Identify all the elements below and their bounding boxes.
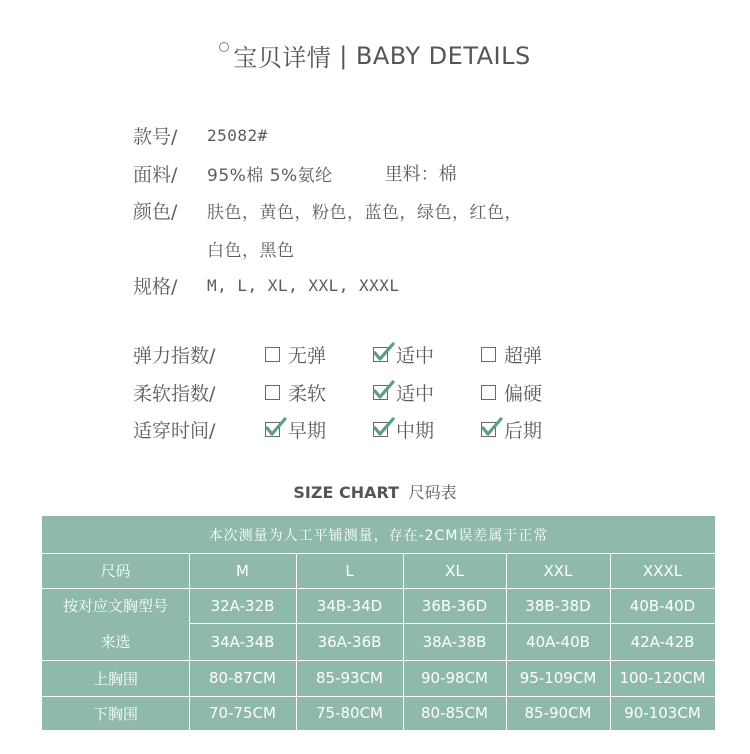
info-value: M, L, XL, XXL, XXXL [207, 276, 400, 296]
index-option [373, 416, 481, 443]
index-option [481, 416, 589, 443]
index-option [481, 341, 589, 368]
section-header [0, 38, 750, 78]
upper-bust-cell: 80-87CM [208, 669, 276, 687]
lining-value: 里料：棉 [384, 164, 457, 186]
upper-bust-cell: 100-120CM [619, 669, 706, 687]
info-label: 款号/ [133, 126, 178, 149]
checked-checkbox-icon [373, 422, 388, 437]
under-bust-label: 下胸围 [92, 704, 138, 723]
size-header-cell: XL [445, 561, 464, 580]
empty-checkbox-icon [481, 347, 496, 362]
info-row-fabric [133, 155, 522, 193]
info-value: 肤色，黄色，粉色，蓝色，绿色，红色， [207, 203, 522, 224]
cup-cell: 42A-42B [630, 632, 695, 651]
under-bust-cell: 75-80CM [315, 704, 383, 722]
cup-cell: 38B-38D [525, 596, 591, 615]
index-option-label: 后期 [504, 420, 543, 443]
header-title-en: BABY DETAILS [355, 41, 531, 70]
index-row [133, 336, 589, 374]
under-bust-cell: 90-103CM [624, 704, 701, 722]
info-value: 95%棉 5%氨纶 [207, 165, 333, 186]
size-header-cell: L [345, 561, 354, 580]
index-label: 弹力指数/ [133, 345, 216, 368]
cup-cell: 32A-32B [210, 596, 275, 615]
checked-checkbox-icon [373, 347, 388, 362]
cup-label: 来选 [100, 633, 131, 651]
cup-cell: 40B-40D [629, 596, 696, 615]
upper-bust-cell: 90-98CM [420, 669, 488, 687]
under-bust-cell: 70-75CM [208, 704, 276, 722]
upper-bust-cell: 85-93CM [315, 669, 383, 687]
under-bust-cell: 85-90CM [524, 704, 592, 722]
index-option-label: 中期 [396, 420, 435, 443]
size-chart-table [42, 516, 715, 730]
index-option [265, 341, 373, 368]
index-option [265, 416, 373, 443]
cup-cell: 38A-38B [422, 632, 487, 651]
size-header-cell: M [236, 561, 249, 580]
checked-checkbox-icon [481, 422, 496, 437]
index-option-label: 无弹 [288, 345, 327, 368]
info-row-color-cont [133, 230, 522, 268]
circle-dot-icon [219, 42, 229, 52]
index-option [373, 341, 481, 368]
product-info [133, 117, 522, 305]
info-label: 面料/ [133, 163, 178, 186]
index-option-label: 柔软 [288, 382, 327, 405]
info-row-size [133, 267, 522, 305]
empty-checkbox-icon [265, 385, 280, 400]
index-label: 柔软指数/ [133, 382, 216, 405]
cup-label: 按对应文胸型号 [62, 597, 168, 615]
size-header-label: 尺码 [100, 562, 131, 580]
empty-checkbox-icon [265, 347, 280, 362]
index-option-label: 偏硬 [504, 382, 543, 405]
index-option-label: 适中 [396, 382, 435, 405]
index-row [133, 374, 589, 412]
index-option-label: 适中 [396, 345, 435, 368]
header-separator: | [339, 41, 348, 70]
index-option [481, 379, 589, 406]
size-chart-title-en: SIZE CHART [293, 483, 399, 502]
size-header-cell: XXXL [642, 561, 683, 580]
measurement-note: 本次测量为人工平铺测量，存在-2CM误差属于正常 [208, 527, 549, 544]
index-option [265, 379, 373, 406]
index-row [133, 411, 589, 449]
info-label: 规格/ [133, 276, 178, 299]
info-value: 白色，黑色 [207, 240, 295, 261]
checked-checkbox-icon [373, 385, 388, 400]
size-chart-title-cn: 尺码表 [408, 483, 457, 502]
info-row-color [133, 192, 522, 230]
empty-checkbox-icon [481, 385, 496, 400]
index-option [373, 379, 481, 406]
property-indices [133, 336, 589, 449]
under-bust-cell: 80-85CM [420, 704, 488, 722]
cup-cell: 36B-36D [421, 596, 488, 615]
checked-checkbox-icon [265, 422, 280, 437]
size-chart-title [0, 480, 750, 503]
info-value: 25082# [207, 126, 268, 146]
cup-cell: 40A-40B [526, 632, 590, 651]
header-title-cn: 宝贝详情 [233, 44, 332, 72]
info-row-model [133, 117, 522, 155]
cup-cell: 34A-34B [210, 632, 275, 651]
upper-bust-label: 上胸围 [92, 669, 138, 688]
index-option-label: 超弹 [504, 345, 543, 368]
index-label: 适穿时间/ [133, 420, 216, 443]
upper-bust-cell: 95-109CM [519, 669, 597, 687]
size-header-cell: XXL [543, 561, 573, 580]
index-option-label: 早期 [288, 420, 327, 443]
cup-cell: 34B-34D [316, 596, 383, 615]
info-label: 颜色/ [133, 201, 178, 224]
cup-cell: 36A-36B [317, 632, 382, 651]
